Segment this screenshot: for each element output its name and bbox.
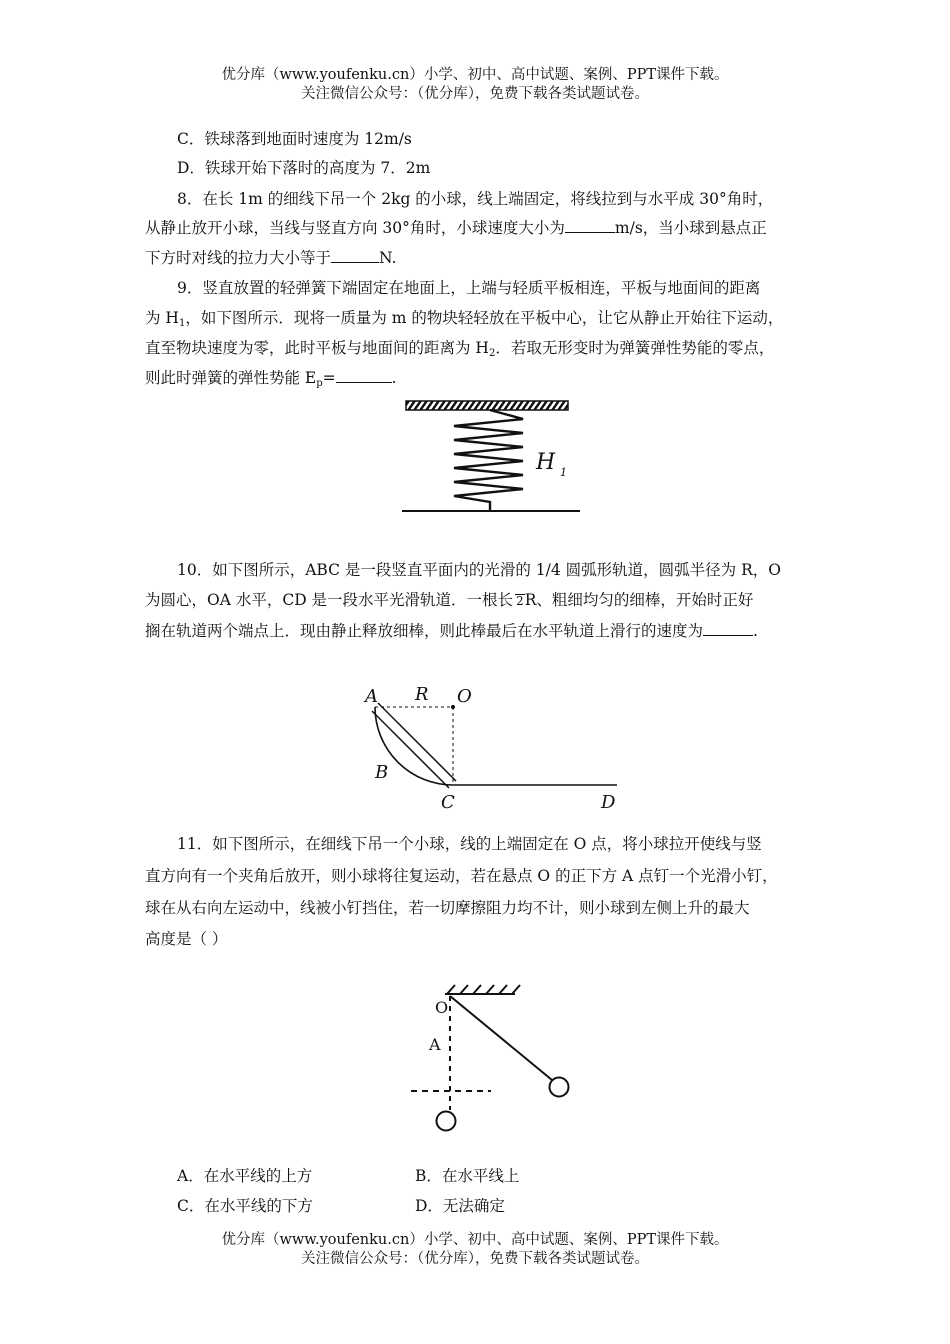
q8-answer-blank-1 xyxy=(565,218,615,233)
q9-line-3 xyxy=(145,338,815,364)
spring-plate xyxy=(406,401,568,410)
q10-line-1: 10．如下图所示，ABC 是一段竖直平面内的光滑的 1/4 圆弧形轨道，圆弧半径为 R，O xyxy=(177,561,781,579)
q8-line-1: 8．在长 1m 的细线下吊一个 2kg 的小球，线上端固定，将线拉到与水平成 30°角时， xyxy=(177,190,774,208)
label-a: A xyxy=(429,1035,441,1054)
q11-line-1: 11．如下图所示，在细线下吊一个小球，线的上端固定在 O 点，将小球拉开使线与竖 xyxy=(177,835,762,853)
header-line-1: 优分库（www.youfenku.cn）小学、初中、高中试题、案例、PPT课件下载。 xyxy=(221,67,729,83)
q9-line-3-text-a: 直至物块速度为零，此时平板与地面间的距离为 H xyxy=(145,339,489,357)
h1-label: H xyxy=(536,450,556,475)
q9-answer-blank xyxy=(336,368,392,383)
footer-line-2: 关注微信公众号：（优分库），免费下载各类试题试卷。 xyxy=(301,1251,649,1267)
page-header xyxy=(0,66,950,104)
page-footer xyxy=(0,1231,950,1269)
q10-line-2-text-b: R、粗细均匀的细棒，开始时正好 xyxy=(524,591,754,609)
q7-option-c: C．铁球落到地面时速度为 12m/s xyxy=(177,130,412,148)
q10-track-figure xyxy=(355,676,630,818)
q9-line-4-text-a: 则此时弹簧的弹性势能 E xyxy=(145,369,317,387)
q11-line-3: 球在从右向左运动中，线被小钉挡住，若一切摩擦阻力均不计，则小球到左侧上升的最大 xyxy=(145,899,750,917)
pendulum-string xyxy=(450,996,552,1080)
q9-line-4-text-c: . xyxy=(391,369,397,387)
q9-line-3-text-b: ．若取无形变时为弹簧弹性势能的零点， xyxy=(495,339,775,357)
q9-h2-subscript: 2 xyxy=(488,348,496,359)
label-a: A xyxy=(365,686,378,707)
label-o: O xyxy=(435,998,449,1017)
ball-right xyxy=(550,1078,569,1097)
q9-ep-subscript: p xyxy=(316,378,323,389)
label-c: C xyxy=(441,792,455,813)
q11-pendulum-figure xyxy=(405,980,577,1138)
q10-line-2-text-a: 为圆心，OA 水平，CD 是一段水平光滑轨道．一根长 xyxy=(145,591,514,609)
q8-line-2 xyxy=(145,218,815,238)
center-o-dot xyxy=(451,705,455,709)
q8-line-3-text-b: N. xyxy=(379,249,397,267)
q11-line-4: 高度是（ ） xyxy=(145,930,228,948)
ball-bottom xyxy=(437,1112,456,1131)
ceiling-hatch xyxy=(447,985,520,994)
q10-sqrt-value: 2 xyxy=(516,594,524,608)
q10-answer-blank xyxy=(703,621,753,636)
spring-coil xyxy=(454,410,523,511)
q9-line-2-text-a: 为 H xyxy=(145,309,179,327)
q11-option-b: B．在水平线上 xyxy=(415,1167,520,1185)
q11-line-2: 直方向有一个夹角后放开，则小球将往复运动，若在悬点 O 的正下方 A 点钉一个光滑小钉， xyxy=(145,867,778,885)
label-r: R xyxy=(415,684,429,705)
q9-line-1: 9．竖直放置的轻弹簧下端固定在地面上，上端与轻质平板相连，平板与地面间的距离 xyxy=(177,279,761,297)
header-line-2: 关注微信公众号：（优分库），免费下载各类试题试卷。 xyxy=(301,86,649,102)
q8-line-3 xyxy=(145,248,815,268)
q10-line-2 xyxy=(145,590,815,610)
q9-h1-subscript: 1 xyxy=(178,318,186,329)
q9-spring-figure xyxy=(398,397,584,519)
q8-line-2-text-a: 从静止放开小球，当线与竖直方向 30°角时，小球速度大小为 xyxy=(145,219,565,237)
q9-line-4 xyxy=(145,368,815,394)
label-d: D xyxy=(601,792,616,813)
q8-line-3-text-a: 下方时对线的拉力大小等于 xyxy=(145,249,332,267)
q8-answer-blank-2 xyxy=(331,248,379,263)
h1-label-subscript: 1 xyxy=(560,466,567,479)
q8-line-2-text-b: m/s，当小球到悬点正 xyxy=(614,219,767,237)
q10-line-3 xyxy=(145,621,815,641)
q11-option-c: C．在水平线的下方 xyxy=(177,1197,313,1215)
q11-option-d: D．无法确定 xyxy=(415,1197,505,1215)
label-o: O xyxy=(457,686,472,707)
footer-line-1: 优分库（www.youfenku.cn）小学、初中、高中试题、案例、PPT课件下载。 xyxy=(221,1232,729,1248)
q9-line-2 xyxy=(145,308,815,334)
q9-line-4-text-b: = xyxy=(322,369,336,387)
rod-edge-2 xyxy=(378,703,456,781)
q11-option-a: A．在水平线的上方 xyxy=(177,1167,313,1185)
q10-line-3-text-a: 搁在轨道两个端点上．现由静止释放细棒，则此棒最后在水平轨道上滑行的速度为 xyxy=(145,622,704,640)
q9-line-2-text-b: ，如下图所示．现将一质量为 m 的物块轻轻放在平板中心，让它从静止开始往下运动， xyxy=(185,309,784,327)
q10-line-3-text-b: . xyxy=(753,622,758,640)
label-b: B xyxy=(375,762,389,783)
q7-option-d: D．铁球开始下落时的高度为 7．2m xyxy=(177,159,431,177)
